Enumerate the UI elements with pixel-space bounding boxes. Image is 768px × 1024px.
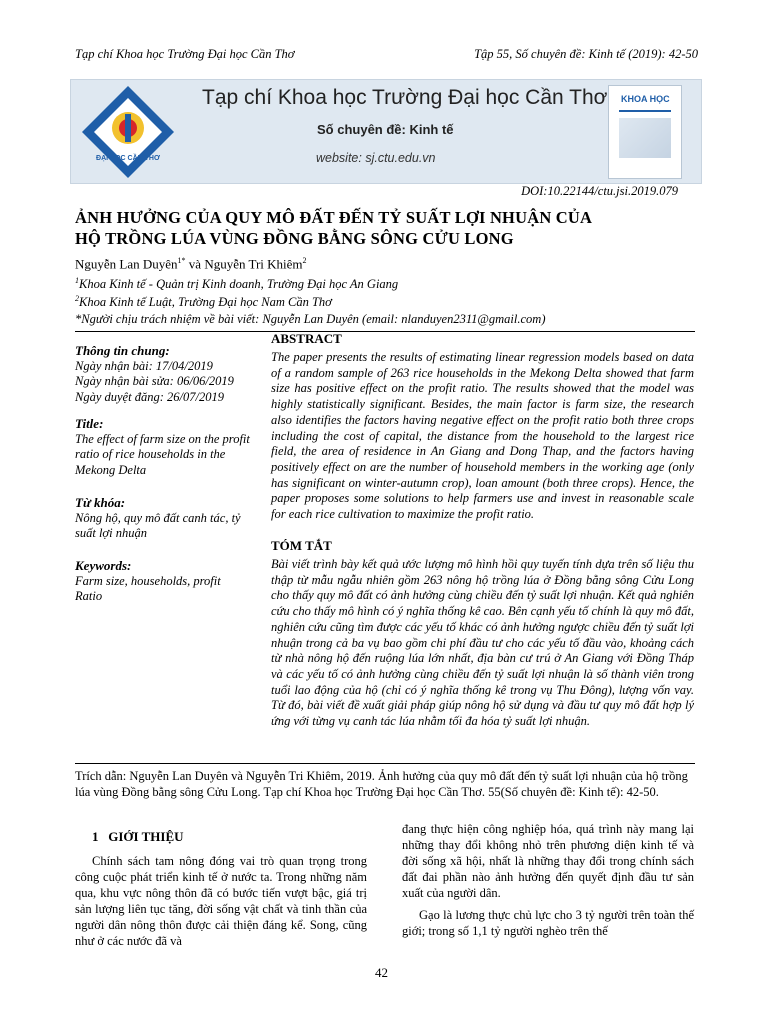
affiliation-marker: 1 [75, 276, 79, 285]
author-marker: 2 [302, 256, 307, 265]
university-logo [80, 84, 176, 180]
abstract-heading: ABSTRACT [271, 331, 342, 346]
author-name: Nguyễn Lan Duyên [75, 256, 178, 272]
affiliation-text: Khoa Kinh tế - Quản trị Kinh doanh, Trường Đại học An Giang [79, 277, 399, 292]
logo-text: ĐẠI HỌC CẦN THƠ [96, 155, 160, 162]
divider [75, 763, 695, 764]
sidebar-keywords-vi [75, 495, 250, 542]
tomtat-heading: TÓM TẮT [271, 538, 332, 553]
author-conjunction: và [185, 256, 205, 272]
authors [75, 256, 307, 272]
running-header-journal: Tạp chí Khoa học Trường Đại học Cần Thơ [75, 47, 295, 61]
title-heading: Title: [75, 416, 104, 431]
doi: DOI:10.22144/ctu.jsi.2019.079 [521, 184, 678, 198]
tomtat-text: Bài viết trình bày kết quả ước lượng mô hình hồi quy tuyến tính dựa trên số liệu thu thập từ mẫu ngẫu nhiên gồm 263 nông hộ trồng lúa ở Đồng bằng sông Cửu Long cho thấy quy mô đất có ảnh hưởng cùng chiều đến tỷ suất lợi nhuận. Kết quả nghiên cứu cho thấy mô hình có ý nghĩa thống kê cao. Bên cạnh yếu tố chính là quy mô đất, nghiên cứu cũng tìm được các yếu tố khác có ảnh hưởng ngược chiều đến tỷ suất lợi nhuận trong cả ba vụ bao gồm chi phí đầu tư cho các yếu tố đầu vào, khoảng cách từ nhà nông hộ đến ruộng lúa lớn nhất, địa bàn cư trú ở An Giang với Đồng Tháp và các yếu tố có ảnh hưởng cùng chiều đến tỷ suất lợi nhuận là số thành viên trong tuổi lao động của hộ (chỉ có ý nghĩa thống kê trong vụ Thu Đông), lượng vốn vay. Từ đó, bài viết đề xuất giải pháp giúp nông hộ sử dụng và đầu tư quy mô đất hợp lý ứng với từng vụ canh tác lúa nhằm tối đa hóa tỷ suất lợi nhuận. [271, 557, 694, 729]
corresponding-author: *Người chịu trách nhiệm về bài viết: Nguyễn Lan Duyên (email: nlanduyen2311@gmail.com) [75, 312, 546, 326]
accepted-date: Ngày duyệt đăng: 26/07/2019 [75, 389, 224, 404]
affiliation-1 [75, 276, 398, 292]
received-date: Ngày nhận bài: 17/04/2019 [75, 358, 213, 373]
divider [75, 331, 695, 332]
revised-date: Ngày nhận bài sửa: 06/06/2019 [75, 374, 234, 388]
english-title: The effect of farm size on the profit ratio of rice households in the Mekong Delta [75, 431, 250, 477]
title-line: HỘ TRỒNG LÚA VÙNG ĐỒNG BẰNG SÔNG CỬU LONG [75, 229, 514, 248]
section-heading: 1 GIỚI THIỆU [92, 829, 184, 844]
keywords-en-heading: Keywords: [75, 558, 132, 573]
author-name: Nguyễn Tri Khiêm [204, 256, 303, 272]
banner-website: website: sj.ctu.edu.vn [316, 151, 436, 165]
article-title [75, 207, 592, 249]
keywords-vi-heading: Từ khóa: [75, 495, 126, 510]
cover-title: KHOA HỌC [621, 94, 670, 104]
keywords-en: Farm size, households, profit Ratio [75, 573, 221, 603]
affiliation-text: Khoa Kinh tế Luật, Trường Đại học Nam Cần Thơ [79, 295, 332, 310]
citation: Trích dẫn: Nguyễn Lan Duyên và Nguyễn Tri Khiêm, 2019. Ảnh hưởng của quy mô đất đến tỷ suất lợi nhuận của hộ trồng lúa vùng Đồng bằng sông Cửu Long. Tạp chí Khoa học Trường Đại học Cần Thơ. 55(Số chuyên đề: Kinh tế): 42-50. [75, 769, 688, 799]
sidebar-title [75, 416, 250, 478]
title-line: ẢNH HƯỞNG CỦA QUY MÔ ĐẤT ĐẾN TỶ SUẤT LỢI NHUẬN CỦA [75, 208, 593, 227]
abstract-text: The paper presents the results of estimating linear regression models based on data of a random sample of 263 rice households in the Mekong Delta showed that farm size has positive effect on the profit ratio. The results showed that the model was highly statistically significant. Besides, the main factor is farm size, the research also identifies the factors having negative effect on the profit ratio both three crops including the cost of capital, the distance from the household to the largest rice field, the area of residence in An Giang and Dong Thap, and the factors having positively effect on are the number of household members in the working age (only has significant on winter-autumn crop), loan amount (both three crops). Hence, the paper proposes some solutions to help farmers use and invest in reasonable scale for each rice cultivation to maximize the profit ratio. [271, 350, 694, 522]
sidebar-keywords-en [75, 558, 250, 605]
intro-left-paragraph: Chính sách tam nông đóng vai trò quan trọng trong công cuộc phát triển kinh tế ở nước ta. Trong những năm qua, khu vực nông thôn đã có bước tiến vượt bậc, giá trị sản lượng liên tục tăng, đời sống vật chất và tinh thần của người dân nông thôn được cải thiện đáng kể. Song, cũng như ở các nước đã và [75, 854, 367, 948]
affiliation-2 [75, 294, 332, 310]
keywords-vi: Nông hộ, quy mô đất canh tác, tỷ suất lợi nhuận [75, 510, 241, 540]
info-heading: Thông tin chung: [75, 343, 170, 358]
page-number: 42 [375, 965, 388, 980]
sidebar-info [75, 343, 255, 405]
author-marker: 1* [177, 256, 186, 265]
intro-right-paragraph-2: Gạo là lương thực chủ lực cho 3 tỷ người trên toàn thế giới; trong số 1,1 tỷ người nghèo trên thế [402, 908, 694, 938]
banner-title: Tạp chí Khoa học Trường Đại học Cần Thơ [202, 86, 608, 109]
banner-subtitle: Số chuyên đề: Kinh tế [317, 122, 454, 137]
intro-right-paragraph: đang thực hiện công nghiệp hóa, quá trình này mang lại những thay đổi không nhỏ trên phương diện kinh tế và đời sống xã hội, nhất là những thay đổi trong chính sách đất đai phần nào ảnh hưởng đến quyết định đầu tư sản xuất của người dân. [402, 822, 694, 900]
running-header-issue: Tập 55, Số chuyên đề: Kinh tế (2019): 42-50 [474, 47, 698, 61]
journal-cover-thumbnail [608, 85, 682, 179]
affiliation-marker: 2 [75, 294, 79, 303]
